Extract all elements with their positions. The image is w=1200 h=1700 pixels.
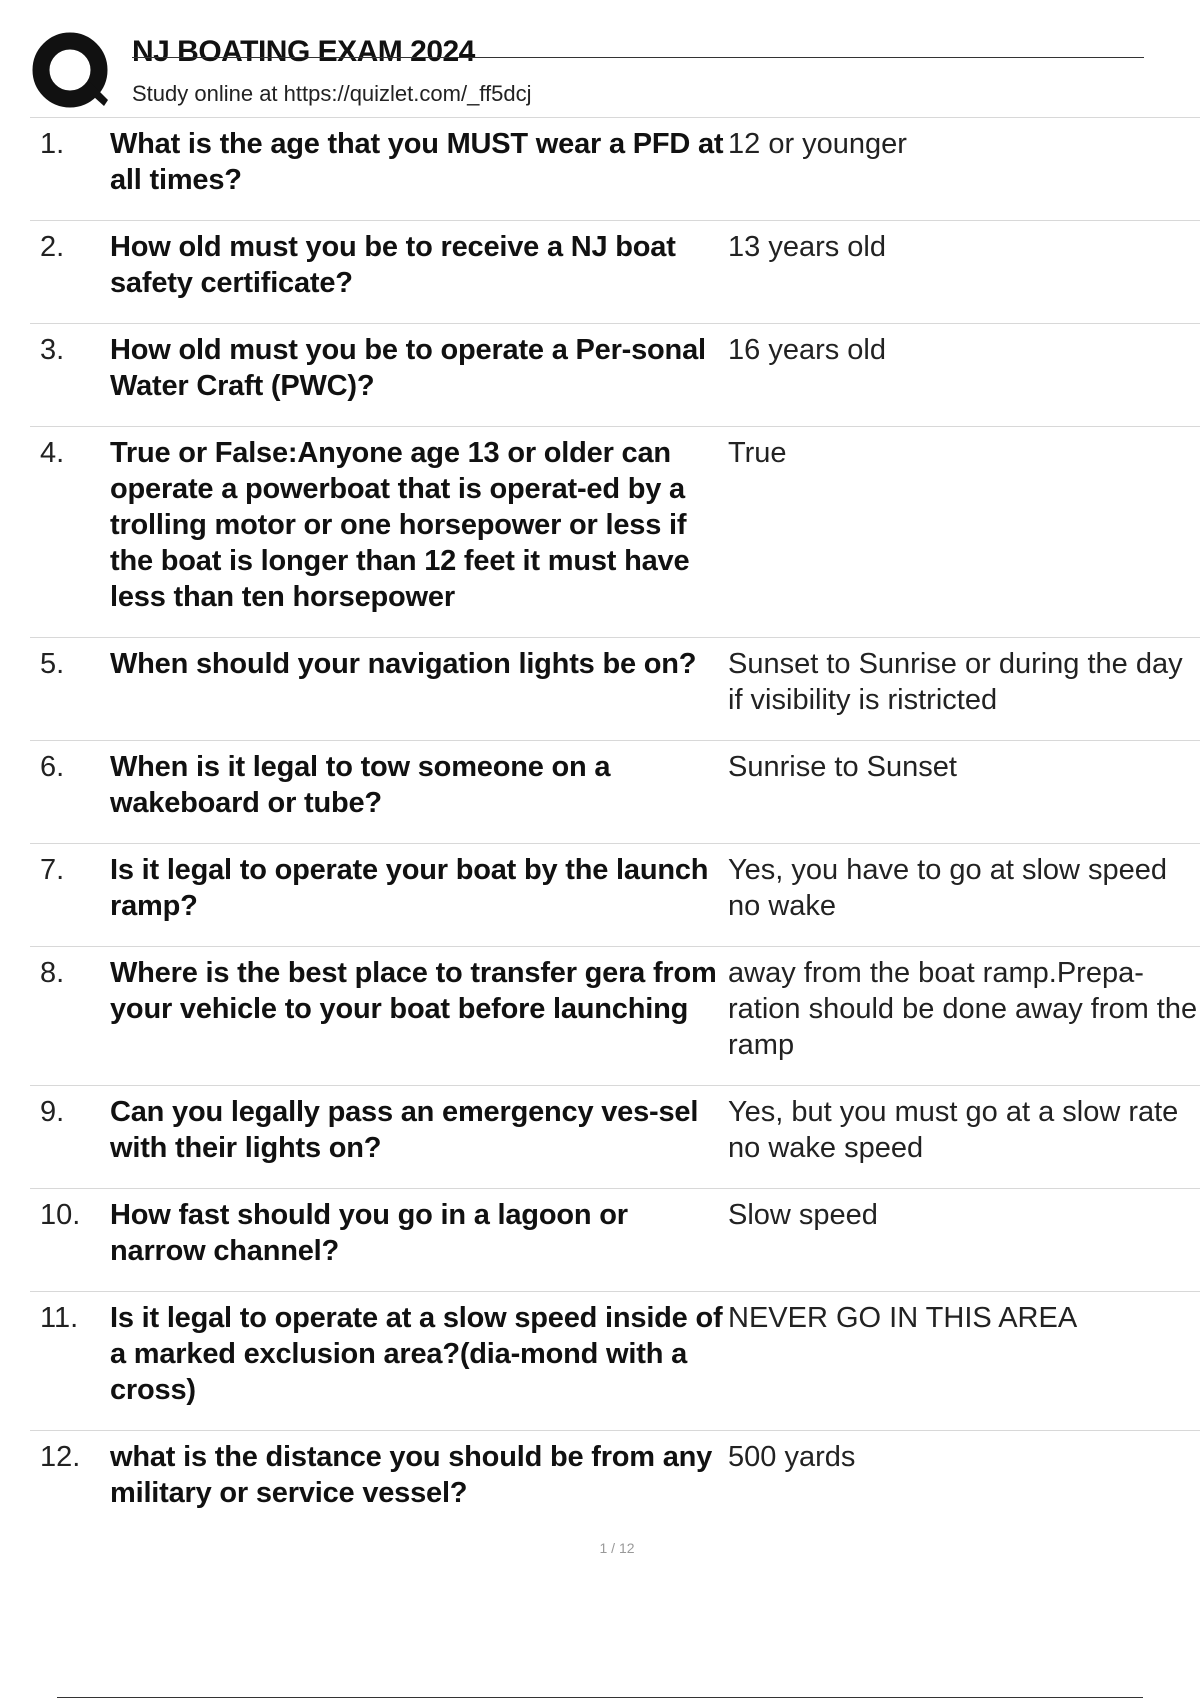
flashcard-row [30, 947, 1200, 1086]
card-question: How fast should you go in a lagoon or narrow channel? [110, 1199, 628, 1267]
card-question: How old must you be to receive a NJ boat safety certificate? [110, 231, 676, 299]
flashcard-row [30, 427, 1200, 638]
card-number: 4. [40, 437, 65, 469]
flashcard-row [30, 1431, 1200, 1534]
card-number: 1. [40, 128, 65, 160]
card-answer: 12 or younger [728, 128, 907, 160]
quizlet-q-logo-icon [32, 30, 112, 110]
page-number: 1 / 12 [599, 1540, 635, 1556]
card-answer: 16 years old [728, 334, 886, 366]
document-title: NJ BOATING EXAM 2024 [132, 35, 475, 68]
flashcard-row [30, 118, 1200, 221]
flashcard-row [30, 638, 1200, 741]
card-answer: Slow speed [728, 1199, 878, 1231]
card-number: 8. [40, 957, 65, 989]
card-number: 10. [40, 1199, 81, 1231]
header-rule [132, 57, 1144, 58]
card-question: Is it legal to operate at a slow speed inside of a marked exclusion area?(dia-mond with a cross) [110, 1302, 723, 1406]
flashcard-list [30, 118, 1200, 1534]
card-answer: True [728, 437, 787, 469]
card-question: Is it legal to operate your boat by the launch ramp? [110, 854, 709, 922]
card-question: Where is the best place to transfer gera from your vehicle to your boat before launching [110, 957, 717, 1025]
card-answer: Yes, you have to go at slow speed no wake [728, 854, 1168, 922]
card-question: Can you legally pass an emergency ves-sel with their lights on? [110, 1096, 699, 1164]
flashcard-row [30, 1292, 1200, 1431]
card-number: 11. [40, 1302, 79, 1334]
flashcard-row [30, 844, 1200, 947]
card-answer: Sunset to Sunrise or during the day if visibility is ristricted [728, 648, 1183, 716]
card-number: 3. [40, 334, 65, 366]
flashcard-row [30, 1086, 1200, 1189]
card-answer: NEVER GO IN THIS AREA [728, 1302, 1078, 1334]
card-answer: Sunrise to Sunset [728, 751, 957, 783]
card-answer: Yes, but you must go at a slow rate no wake speed [728, 1096, 1179, 1164]
card-number: 7. [40, 854, 65, 886]
flashcard-row [30, 221, 1200, 324]
footer-rule [57, 1697, 1143, 1698]
card-number: 6. [40, 751, 65, 783]
card-answer: 500 yards [728, 1441, 856, 1473]
flashcard-row [30, 1189, 1200, 1292]
flashcard-row [30, 741, 1200, 844]
card-question: When should your navigation lights be on? [110, 648, 697, 680]
card-number: 5. [40, 648, 65, 680]
card-answer: 13 years old [728, 231, 886, 263]
card-question: What is the age that you MUST wear a PFD at all times? [110, 128, 724, 196]
card-question: True or False:Anyone age 13 or older can operate a powerboat that is operat-ed by a trolling motor or one horsepower or less if the boat is longer than 12 feet it must have less than ten horsepower [110, 437, 690, 613]
flashcard-row [30, 324, 1200, 427]
card-answer: away from the boat ramp.Prepa-ration should be done away from the ramp [728, 957, 1198, 1061]
card-question: what is the distance you should be from any military or service vessel? [110, 1441, 713, 1509]
card-number: 2. [40, 231, 65, 263]
card-question: How old must you be to operate a Per-sonal Water Craft (PWC)? [110, 334, 706, 402]
card-number: 9. [40, 1096, 65, 1128]
study-online-link[interactable]: Study online at https://quizlet.com/_ff5dcj [132, 81, 532, 106]
card-question: When is it legal to tow someone on a wakeboard or tube? [110, 751, 611, 819]
card-number: 12. [40, 1441, 81, 1473]
